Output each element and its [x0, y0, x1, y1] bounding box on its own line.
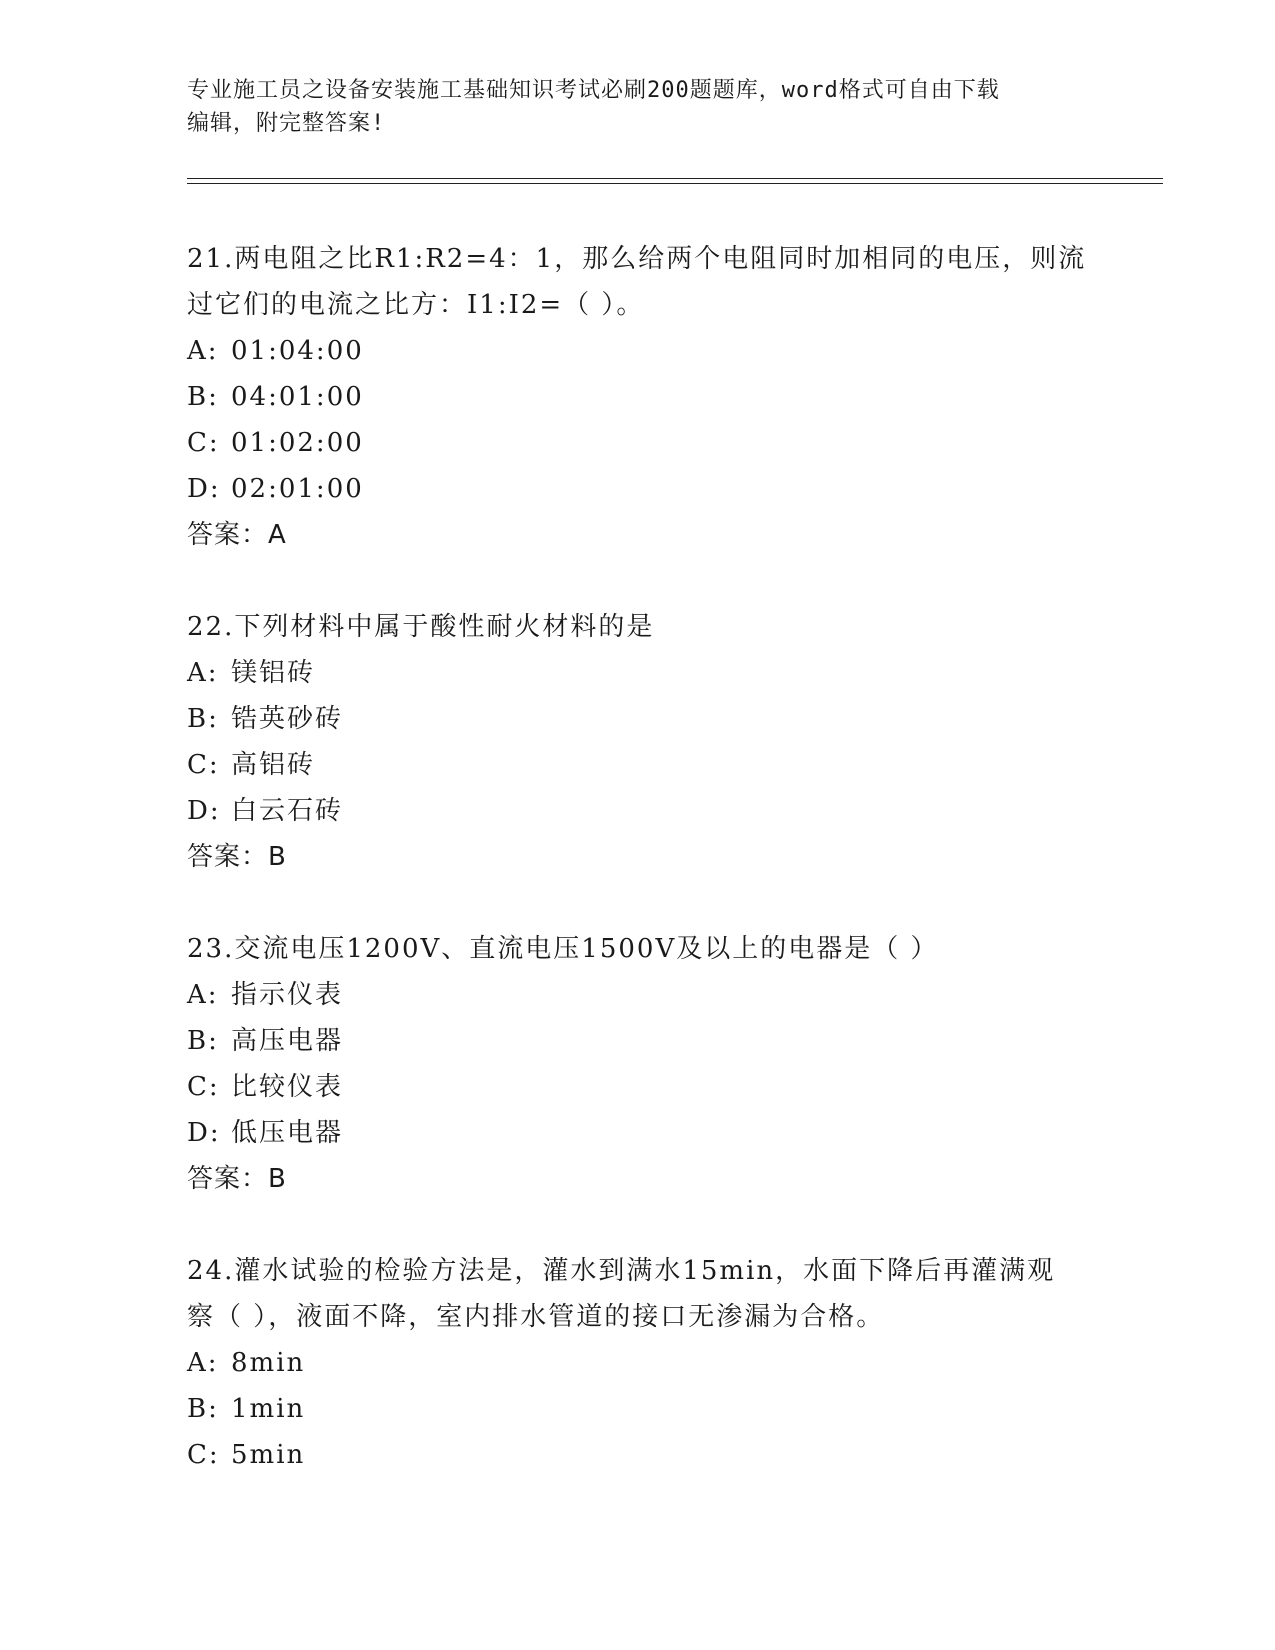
option-letter: D:: [187, 1118, 221, 1148]
option-letter: A:: [187, 336, 219, 366]
header-line-1: 专业施工员之设备安装施工基础知识考试必刷200题题库，word格式可自由下载: [187, 78, 1000, 103]
option-text: 02:01:00: [231, 474, 364, 504]
option-text: 01:04:00: [231, 336, 364, 366]
option-text: 04:01:00: [231, 382, 364, 412]
option-a: [187, 972, 1087, 1018]
question-stem-line: 24.灌水试验的检验方法是，灌水到满水15min，水面下降后再灌满观: [187, 1256, 1056, 1286]
option-text: 8min: [231, 1348, 306, 1378]
option-letter: A:: [187, 980, 219, 1010]
option-text: 比较仪表: [231, 1072, 344, 1102]
option-b: [187, 696, 1087, 742]
option-letter: B:: [187, 1394, 219, 1424]
question-stem-line: 22.下列材料中属于酸性耐火材料的是: [187, 612, 655, 642]
option-b: [187, 374, 1087, 420]
option-text: 5min: [231, 1440, 306, 1470]
header-divider-top: [187, 178, 1163, 179]
option-d: [187, 466, 1087, 512]
option-c: [187, 742, 1087, 788]
option-letter: C:: [187, 1440, 220, 1470]
header-line-2: 编辑，附完整答案!: [187, 111, 386, 136]
option-c: [187, 1432, 1087, 1478]
option-text: 低压电器: [231, 1118, 344, 1148]
option-letter: B:: [187, 1026, 219, 1056]
question-24: [187, 1248, 1087, 1478]
option-text: 高铝砖: [231, 750, 316, 780]
option-text: 01:02:00: [231, 428, 364, 458]
question-stem-line: 21.两电阻之比R1:R2=4：1，那么给两个电阻同时加相同的电压，则流: [187, 244, 1087, 274]
option-d: [187, 1110, 1087, 1156]
option-c: [187, 1064, 1087, 1110]
option-d: [187, 788, 1087, 834]
option-letter: C:: [187, 750, 220, 780]
question-stem-line: 23.交流电压1200V、直流电压1500V及以上的电器是（ ）: [187, 934, 939, 964]
option-text: 锆英砂砖: [231, 704, 344, 734]
option-text: 白云石砖: [231, 796, 344, 826]
option-text: 高压电器: [231, 1026, 344, 1056]
question-22: [187, 604, 1087, 880]
document-header: [187, 74, 1087, 140]
option-c: [187, 420, 1087, 466]
option-letter: B:: [187, 704, 219, 734]
header-divider-bottom: [187, 183, 1163, 184]
option-letter: D:: [187, 796, 221, 826]
question-list: [187, 236, 1087, 1524]
option-text: 1min: [231, 1394, 306, 1424]
option-letter: A:: [187, 658, 219, 688]
option-text: 镁铝砖: [231, 658, 316, 688]
question-23: [187, 926, 1087, 1202]
answer-text: 答案：B: [187, 1164, 287, 1194]
answer-text: 答案：A: [187, 520, 287, 550]
option-text: 指示仪表: [231, 980, 344, 1010]
option-letter: B:: [187, 382, 219, 412]
option-a: [187, 650, 1087, 696]
option-letter: C:: [187, 1072, 220, 1102]
option-letter: C:: [187, 428, 220, 458]
option-b: [187, 1018, 1087, 1064]
question-stem-line: 察（ ），液面不降，室内排水管道的接口无渗漏为合格。: [187, 1302, 885, 1332]
question-21: [187, 236, 1087, 558]
option-a: [187, 1340, 1087, 1386]
answer-text: 答案：B: [187, 842, 287, 872]
option-b: [187, 1386, 1087, 1432]
question-stem-line: 过它们的电流之比方：I1:I2=（ ）。: [187, 290, 645, 320]
option-letter: D:: [187, 474, 221, 504]
option-letter: A:: [187, 1348, 219, 1378]
option-a: [187, 328, 1087, 374]
